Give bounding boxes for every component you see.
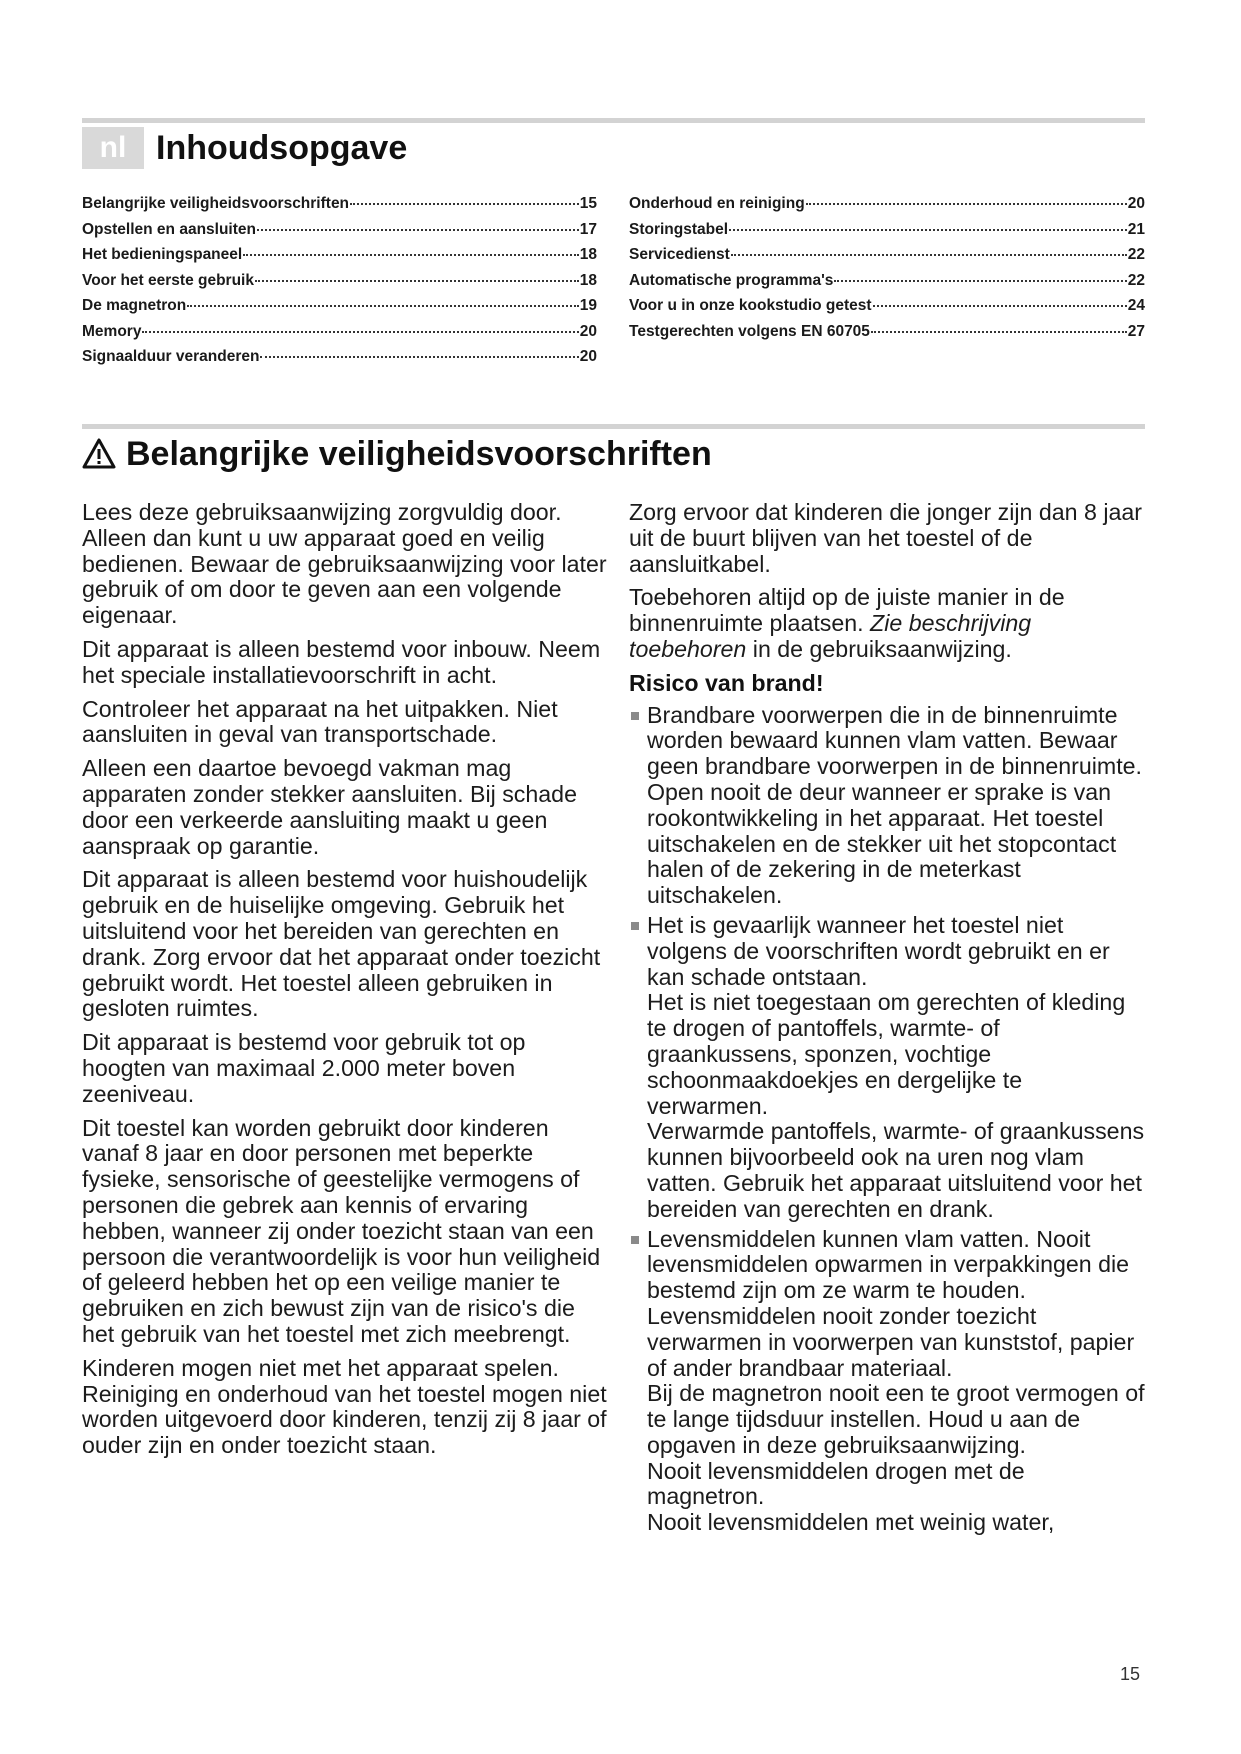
toc-entry-title: Onderhoud en reiniging: [629, 195, 805, 212]
safety-paragraph: Dit apparaat is alleen bestemd voor inbouw. Neem het speciale installatievoorschrift in acht.: [82, 635, 601, 688]
list-item-text: Het is gevaarlijk wanneer het toestel niet volgens de voorschriften wordt gebruikt en er kan schade ontstaan.: [647, 911, 1110, 990]
toc-entry-title: Servicedienst: [629, 246, 730, 263]
toc-entry[interactable]: [82, 221, 597, 247]
toc-leader: [806, 203, 1127, 205]
fire-risk-list: [629, 703, 1145, 1537]
toc-leader: [834, 280, 1126, 282]
safety-paragraph: Dit apparaat is alleen bestemd voor huishoudelijk gebruik en de huiselijke omgeving. Gebruik het uitsluitend voor het bereiden van gerechten en drank. Zorg ervoor dat het apparaat onder toezicht gebruikt wordt. Het toestel alleen gebruiken in gesloten ruimtes.: [82, 866, 601, 1022]
section-divider: [82, 424, 1145, 429]
toc-entry[interactable]: [629, 195, 1145, 221]
language-badge: nl: [82, 127, 144, 169]
safety-paragraph: Kinderen mogen niet met het apparaat spelen. Reiniging en onderhoud van het toestel mogen niet worden uitgevoerd door kinderen, tenzij zij 8 jaar of ouder zijn en onder toezicht staan.: [82, 1354, 607, 1459]
safety-paragraph: Dit toestel kan worden gebruikt door kinderen vanaf 8 jaar en door personen met beperkte fysieke, sensorische of geestelijke vermogens of personen die gebrek aan kennis of ervaring hebben, wanneer zij onder toezicht staan van een persoon die verantwoordelijk is voor hun veiligheid of geleerd hebben het op een veilige manier te gebruiken en zich bewust zijn van de risico's die het gebruik van het toestel met zich meebrengt.: [82, 1114, 601, 1347]
toc-entry[interactable]: [82, 246, 597, 272]
list-item-text: Bij de magnetron nooit een te groot vermogen of te lange tijdsduur instellen. Houd u aan de opgaven in deze gebruiksaanwijzing.: [647, 1380, 1145, 1458]
toc-entry-title: Testgerechten volgens EN 60705: [629, 322, 870, 340]
toc-entry-page: 20: [579, 348, 597, 365]
toc-entry[interactable]: [629, 297, 1145, 323]
safety-paragraph: Lees deze gebruiksaanwijzing zorgvuldig door. Alleen dan kunt u uw apparaat goed en veilig bedienen. Bewaar de gebruiksaanwijzing voor later gebruik of om door te geven aan een volgende eigenaar.: [82, 499, 607, 629]
toc-entry-page: 20: [579, 322, 597, 340]
page-number: 15: [1120, 1664, 1141, 1684]
list-item-text: Brandbare voorwerpen die in de binnenruimte worden bewaard kunnen vlam vatten. Bewaar geen brandbare voorwerpen in de binnenruimte. Open nooit de deur wanneer er sprake is van rookontwikkeling in het apparaat. Het toestel uitschakelen en de stekker uit het stopcontact halen of de zekering in de meterkast uitschakelen.: [647, 701, 1142, 909]
list-item-text: Verwarmde pantoffels, warmte- of graankussens kunnen bijvoorbeeld ook na uren nog vlam vatten. Gebruik het apparaat uitsluitend voor het bereiden van gerechten en drank.: [647, 1118, 1145, 1222]
toc-leader: [731, 254, 1127, 256]
toc-entry[interactable]: [82, 297, 597, 323]
toc-entry[interactable]: [629, 221, 1145, 247]
toc-entry-title: Automatische programma's: [629, 271, 834, 289]
toc-entry[interactable]: [82, 195, 597, 221]
toc-entry-page: 21: [1127, 220, 1145, 238]
list-item: [629, 703, 1145, 909]
warning-triangle-icon: [82, 438, 116, 470]
toc-entry-page: 18: [579, 271, 597, 289]
toc-entry-page: 24: [1127, 297, 1145, 314]
toc-leader: [243, 254, 579, 256]
list-item: [629, 913, 1145, 1223]
toc-entry-page: 22: [1127, 246, 1145, 263]
toc-entry[interactable]: [629, 246, 1145, 272]
toc-leader: [350, 203, 579, 205]
cross-reference: Zie beschrijving toebehoren: [629, 610, 1032, 662]
toc-left-column: [82, 195, 597, 374]
toc-entry-title: Het bedieningspaneel: [82, 246, 243, 263]
safety-paragraph: Zorg ervoor dat kinderen die jonger zijn dan 8 jaar uit de buurt blijven van het toestel of de aansluitkabel.: [629, 499, 1143, 577]
toc-leader: [729, 229, 1127, 231]
top-divider: [82, 118, 1145, 123]
toc-leader: [871, 331, 1127, 333]
list-item-text: Nooit levensmiddelen drogen met de magnetron.: [647, 1457, 1025, 1510]
list-item-text: Nooit levensmiddelen met weinig water,: [647, 1509, 1055, 1536]
toc-entry-page: 17: [579, 220, 597, 238]
toc-entry-page: 20: [1127, 195, 1145, 212]
toc-leader: [260, 356, 578, 358]
toc-leader: [873, 305, 1127, 307]
toc-entry-title: De magnetron: [82, 297, 187, 314]
list-item-text: Het is niet toegestaan om gerechten of kleding te drogen of pantoffels, warmte- of graankussens, sponzen, vochtige schoonmaakdoekjes en dergelijke te verwarmen.: [647, 989, 1126, 1119]
toc-right-column: [629, 195, 1145, 348]
toc-header: [82, 126, 407, 170]
toc-leader: [257, 229, 579, 231]
safety-paragraph-accessories: [629, 585, 1145, 662]
safety-heading: [82, 430, 712, 478]
toc-leader: [142, 331, 578, 333]
safety-right-column: [629, 500, 1145, 1540]
toc-entry[interactable]: [82, 272, 597, 298]
page-title: Inhoudsopgave: [156, 128, 408, 167]
toc-leader: [187, 305, 579, 307]
list-item: [629, 1227, 1145, 1537]
toc-entry-page: 18: [579, 246, 597, 263]
list-item-text: Levensmiddelen kunnen vlam vatten. Nooit levensmiddelen opwarmen in verpakkingen die bestemd zijn om ze warm te houden.: [647, 1225, 1130, 1304]
toc-entry[interactable]: [82, 348, 597, 374]
toc-entry[interactable]: [82, 323, 597, 349]
safety-paragraph: Dit apparaat is bestemd voor gebruik tot op hoogten van maximaal 2.000 meter boven zeeniveau.: [82, 1029, 526, 1107]
toc-entry-page: 22: [1127, 271, 1145, 289]
toc-entry-title: Memory: [82, 322, 142, 340]
toc-entry-title: Storingstabel: [629, 220, 729, 238]
toc-entry-title: Voor u in onze kookstudio getest: [629, 297, 872, 314]
safety-paragraph: Alleen een daartoe bevoegd vakman mag apparaten zonder stekker aansluiten. Bij schade door een verkeerde aansluiting maakt u geen aanspraak op garantie.: [82, 755, 577, 859]
fire-risk-heading: Risico van brand!: [629, 669, 824, 696]
toc-entry-page: 27: [1127, 322, 1145, 340]
safety-heading-text: Belangrijke veiligheidsvoorschriften: [126, 434, 712, 473]
toc-leader: [255, 280, 579, 282]
toc-entry-page: 19: [579, 297, 597, 314]
toc-entry-title: Signaalduur veranderen: [82, 348, 260, 365]
safety-paragraph: Controleer het apparaat na het uitpakken. Niet aansluiten in geval van transportschade.: [82, 695, 558, 748]
toc-entry-title: Opstellen en aansluiten: [82, 220, 256, 238]
paragraph-text: in de gebruiksaanwijzing.: [746, 635, 1012, 662]
toc-entry-page: 15: [579, 195, 597, 212]
toc-entry[interactable]: [629, 272, 1145, 298]
safety-left-column: [82, 500, 607, 1467]
toc-entry[interactable]: [629, 323, 1145, 349]
toc-entry-title: Voor het eerste gebruik: [82, 271, 254, 289]
paragraph-text: Toebehoren altijd op de juiste manier in de binnenruimte plaatsen.: [629, 584, 1065, 637]
toc-entry-title: Belangrijke veiligheidsvoorschriften: [82, 195, 350, 212]
list-item-text: Levensmiddelen nooit zonder toezicht verwarmen in voorwerpen van kunststof, papier of ander brandbaar materiaal.: [647, 1302, 1135, 1381]
